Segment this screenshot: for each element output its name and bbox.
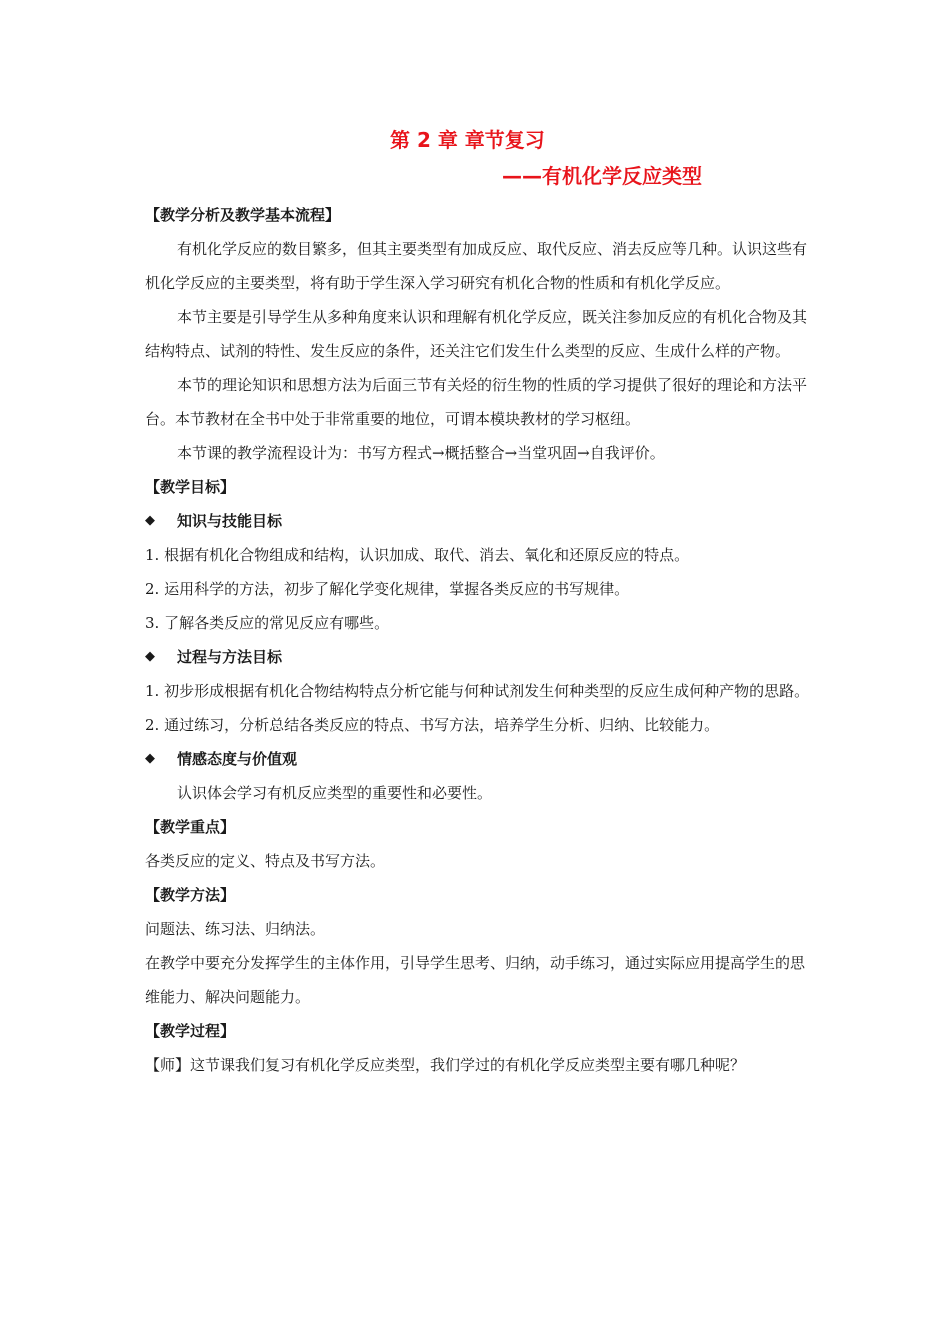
paragraph: 本节课的教学流程设计为：书写方程式→概括整合→当堂巩固→自我评价。 <box>177 444 665 462</box>
heading-analysis: 【教学分析及教学基本流程】 <box>145 206 341 224</box>
paragraph: 有机化学反应的数目繁多，但其主要类型有加成反应、取代反应、消去反应等几种。认识这些有机化学反应的主要类型，将有助于学生深入学习研究有机化合物的性质和有机化学反应。 <box>145 240 808 292</box>
document-title: 第 2 章 章节复习 <box>390 128 545 152</box>
list-item: 2. 运用科学的方法，初步了解化学变化规律，掌握各类反应的书写规律。 <box>145 580 630 598</box>
heading-focus: 【教学重点】 <box>145 818 236 836</box>
document-body <box>145 198 810 1082</box>
list-item: 1. 初步形成根据有机化合物结构特点分析它能与何种试剂发生何种类型的反应生成何种产物的思路。 <box>145 682 810 700</box>
paragraph: 在教学中要充分发挥学生的主体作用，引导学生思考、归纳，动手练习，通过实际应用提高学生的思维能力、解决问题能力。 <box>145 954 806 1006</box>
heading-process: 【教学过程】 <box>145 1022 236 1040</box>
subheading-label: 情感态度与价值观 <box>177 750 298 768</box>
list-item: 2. 通过练习，分析总结各类反应的特点、书写方法，培养学生分析、归纳、比较能力。 <box>145 716 720 734</box>
diamond-bullet-icon: ◆ <box>145 649 155 664</box>
diamond-bullet-icon: ◆ <box>145 513 155 528</box>
subheading-knowledge <box>145 504 810 538</box>
paragraph: 本节主要是引导学生从多种角度来认识和理解有机化学反应，既关注参加反应的有机化合物及其结构特点、试剂的特性、发生反应的条件，还关注它们发生什么类型的反应、生成什么样的产物。 <box>145 308 808 360</box>
paragraph: 各类反应的定义、特点及书写方法。 <box>145 852 386 870</box>
paragraph: 问题法、练习法、归纳法。 <box>145 920 326 938</box>
heading-method: 【教学方法】 <box>145 886 236 904</box>
subheading-label: 过程与方法目标 <box>177 648 283 666</box>
list-item: 1. 根据有机化合物组成和结构，认识加成、取代、消去、氧化和还原反应的特点。 <box>145 546 690 564</box>
subheading-process <box>145 640 810 674</box>
heading-goals: 【教学目标】 <box>145 478 236 496</box>
subheading-emotion <box>145 742 810 776</box>
document-subtitle: ——有机化学反应类型 <box>502 164 702 188</box>
subheading-label: 知识与技能目标 <box>177 512 283 530</box>
diamond-bullet-icon: ◆ <box>145 751 155 766</box>
paragraph: 【师】这节课我们复习有机化学反应类型，我们学过的有机化学反应类型主要有哪几种呢？ <box>145 1056 746 1074</box>
paragraph: 认识体会学习有机反应类型的重要性和必要性。 <box>177 784 493 802</box>
list-item: 3. 了解各类反应的常见反应有哪些。 <box>145 614 390 632</box>
paragraph: 本节的理论知识和思想方法为后面三节有关烃的衍生物的性质的学习提供了很好的理论和方法平台。本节教材在全书中处于非常重要的地位，可谓本模块教材的学习枢纽。 <box>145 376 808 428</box>
